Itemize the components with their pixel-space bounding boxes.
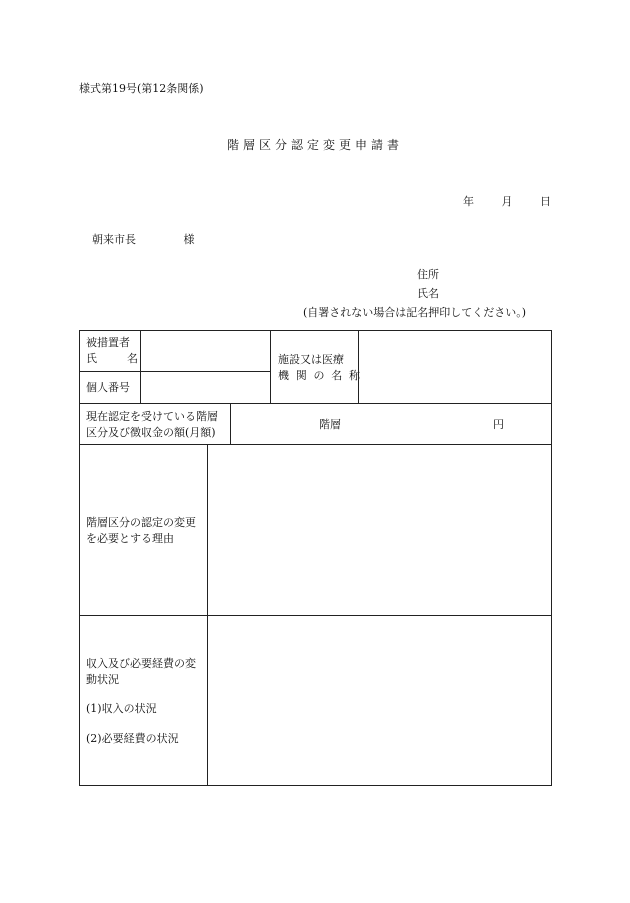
income-item-1: (1)収入の状況 bbox=[86, 702, 157, 715]
facility-label-char: 関 bbox=[295, 369, 307, 382]
addressee-name: 朝来市長 bbox=[92, 233, 136, 246]
facility-label-char: 称 bbox=[349, 369, 360, 382]
addressee bbox=[92, 231, 195, 247]
income-field[interactable] bbox=[207, 615, 552, 786]
current-label-2: 区分及び徴収金の額(月額) bbox=[86, 426, 216, 439]
reason-label-cell bbox=[79, 444, 208, 616]
form-number: 様式第19号(第12条関係) bbox=[79, 82, 204, 95]
addressee-honorific: 様 bbox=[183, 233, 195, 246]
person-name-1: 氏 bbox=[86, 352, 97, 365]
reason-label-2: を必要とする理由 bbox=[86, 532, 174, 545]
facility-label-char: 機 bbox=[278, 369, 289, 382]
facility-label-1: 施設又は医療 bbox=[278, 353, 344, 366]
person-name-label bbox=[86, 351, 138, 367]
person-name-2: 名 bbox=[127, 352, 138, 365]
current-label-1: 現在認定を受けている階層 bbox=[86, 410, 218, 423]
tier-unit: 階層 bbox=[319, 418, 341, 431]
date-month: 月 bbox=[501, 195, 513, 208]
document-title: 階層区分認定変更申請書 bbox=[227, 138, 404, 152]
income-label-1: 収入及び必要経費の変 bbox=[86, 657, 196, 670]
address-label: 住所 bbox=[417, 268, 439, 281]
person-label: 被措置者 bbox=[86, 336, 130, 349]
individual-number-label: 個人番号 bbox=[86, 381, 130, 394]
facility-name-field[interactable] bbox=[358, 330, 552, 404]
date-line bbox=[463, 193, 551, 209]
current-tier-field[interactable] bbox=[230, 403, 552, 445]
yen-unit: 円 bbox=[493, 418, 504, 431]
signature-note: (自署されない場合は記名押印してください。) bbox=[303, 306, 527, 319]
income-label-2: 動状況 bbox=[86, 673, 119, 686]
facility-label-cell bbox=[270, 330, 359, 404]
facility-label-char: 名 bbox=[331, 369, 343, 382]
date-year: 年 bbox=[463, 195, 474, 208]
reason-label-1: 階層区分の認定の変更 bbox=[86, 516, 196, 529]
income-item-2: (2)必要経費の状況 bbox=[86, 732, 179, 745]
individual-number-field[interactable] bbox=[140, 371, 271, 404]
individual-number-label-cell bbox=[79, 371, 141, 404]
income-label-cell bbox=[79, 615, 208, 786]
current-tier-label-cell bbox=[79, 403, 231, 445]
facility-label-char: の bbox=[313, 369, 325, 382]
person-name-label-cell bbox=[79, 330, 141, 372]
reason-field[interactable] bbox=[207, 444, 552, 616]
person-name-field[interactable] bbox=[140, 330, 271, 372]
name-label: 氏名 bbox=[417, 287, 439, 300]
facility-label-2 bbox=[278, 368, 360, 384]
date-day: 日 bbox=[540, 195, 551, 208]
